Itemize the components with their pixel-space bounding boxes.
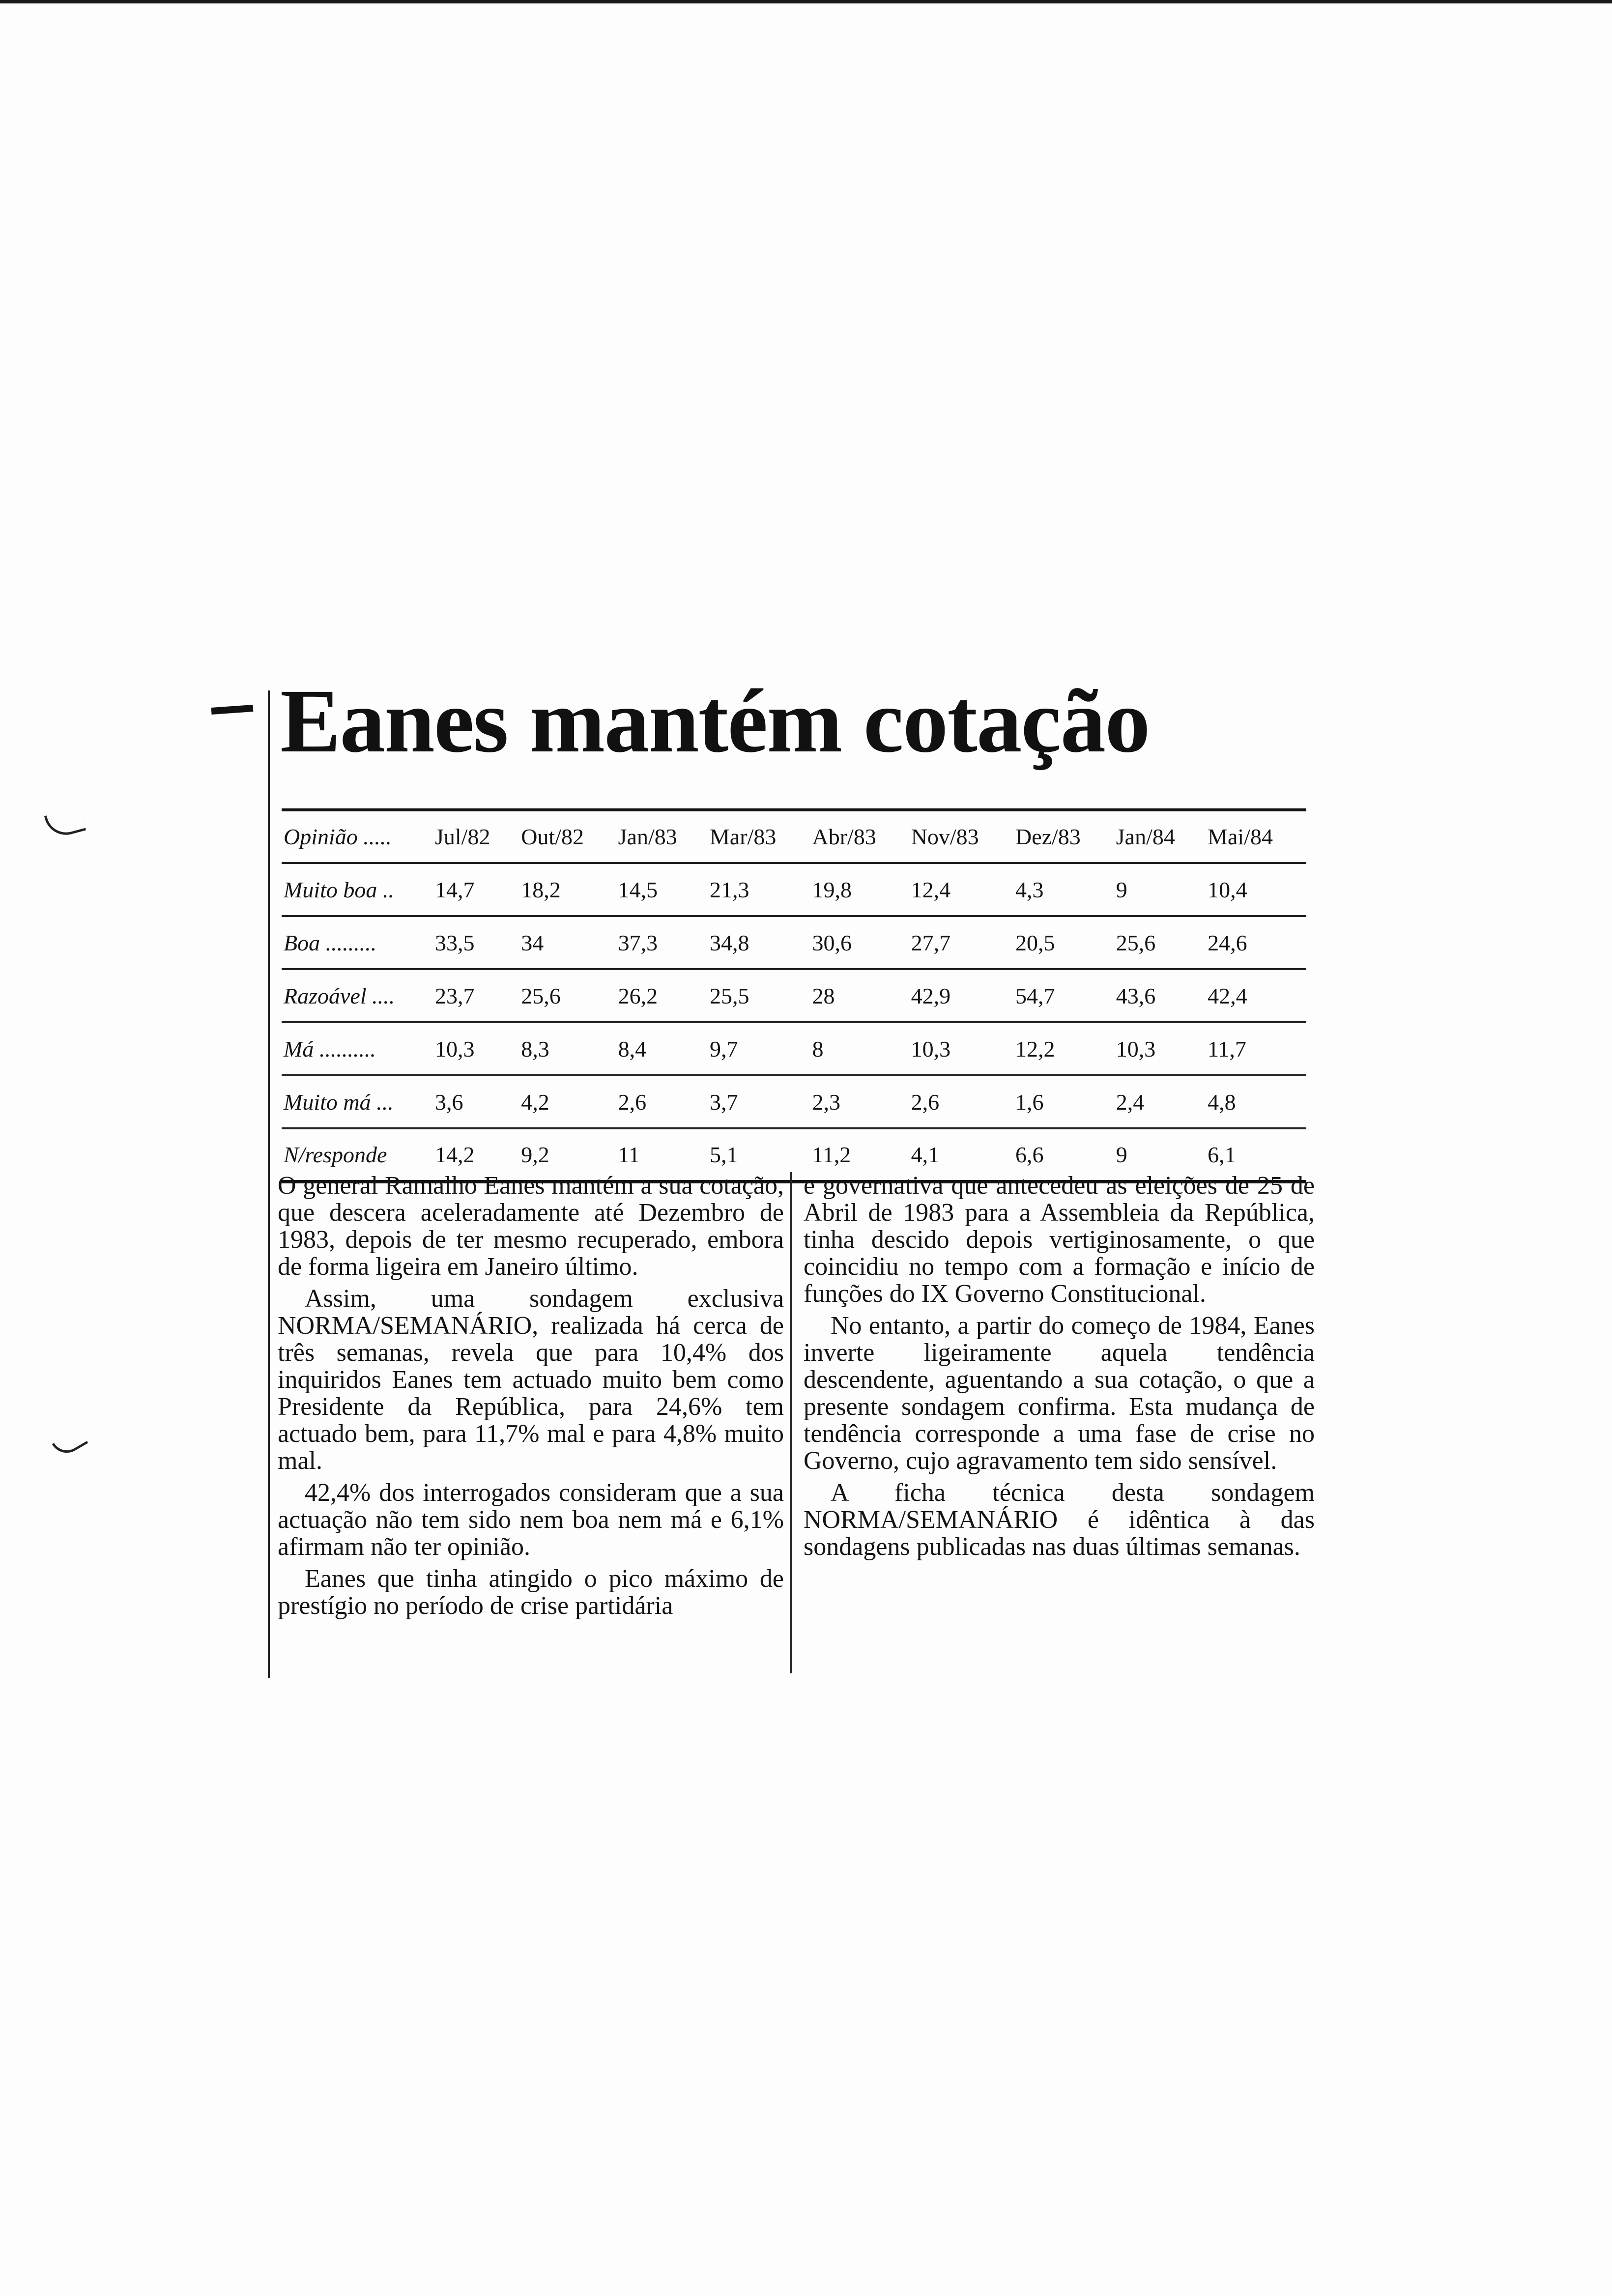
table-cell: 26,2 bbox=[618, 983, 658, 1008]
table-row bbox=[282, 863, 1306, 916]
table-cell: 25,6 bbox=[521, 983, 561, 1008]
table-cell: 10,3 bbox=[1116, 1036, 1156, 1062]
paragraph: e governativa que antecedeu as eleições de 25 de Abril de 1983 para a Assembleia da República, tinha descido depois vertiginosamente, o que coincidiu no tempo com a formação e início de funções do IX Governo Constitucional. bbox=[804, 1172, 1315, 1308]
table-cell: 14,7 bbox=[435, 877, 475, 902]
table-cell: 9 bbox=[1116, 877, 1127, 902]
table-cell: 2,6 bbox=[618, 1089, 647, 1115]
column-header: Jul/82 bbox=[435, 824, 490, 849]
article-right-column bbox=[804, 1172, 1315, 1565]
table-cell: 30,6 bbox=[812, 930, 852, 955]
column-header: Jan/83 bbox=[618, 824, 677, 849]
top-edge-rule bbox=[0, 0, 1612, 3]
table-cell: 6,6 bbox=[1015, 1142, 1044, 1167]
column-divider bbox=[790, 1172, 792, 1673]
table-cell: 8,4 bbox=[618, 1036, 647, 1062]
row-label: Muito boa .. bbox=[284, 877, 394, 902]
column-header: Jan/84 bbox=[1116, 824, 1175, 849]
paragraph: 42,4% dos interrogados consideram que a sua actuação não tem sido nem boa nem má e 6,1% afirmam não ter opinião. bbox=[278, 1479, 784, 1561]
table-cell: 37,3 bbox=[618, 930, 658, 955]
column-header: Dez/83 bbox=[1015, 824, 1081, 849]
column-header: Mar/83 bbox=[709, 824, 777, 849]
table-cell: 18,2 bbox=[521, 877, 561, 902]
table-cell: 24,6 bbox=[1208, 930, 1247, 955]
table-cell: 12,2 bbox=[1015, 1036, 1055, 1062]
row-label: Razoável .... bbox=[284, 983, 395, 1008]
table-cell: 12,4 bbox=[911, 877, 951, 902]
table-cell: 2,4 bbox=[1116, 1089, 1145, 1115]
table-row bbox=[282, 969, 1306, 1022]
table-row bbox=[282, 916, 1306, 969]
table-cell: 54,7 bbox=[1015, 983, 1055, 1008]
column-header: Abr/83 bbox=[812, 824, 876, 849]
table-cell: 25,5 bbox=[709, 983, 749, 1008]
table-cell: 27,7 bbox=[911, 930, 951, 955]
table-cell: 6,1 bbox=[1208, 1142, 1236, 1167]
poll-table bbox=[282, 808, 1306, 1183]
table-cell: 2,3 bbox=[812, 1089, 840, 1115]
table-row bbox=[282, 1022, 1306, 1075]
paragraph: No entanto, a partir do começo de 1984, Eanes inverte ligeiramente aquela tendência descendente, aguentando a sua cotação, o que a presente sondagem confirma. Esta mudança de tendência corresponde a uma fase de crise no Governo, cujo agravamento tem sido sensível. bbox=[804, 1312, 1315, 1475]
table-cell: 20,5 bbox=[1015, 930, 1055, 955]
margin-dash-mark bbox=[211, 705, 254, 715]
table-cell: 42,9 bbox=[911, 983, 951, 1008]
table-cell: 42,4 bbox=[1208, 983, 1247, 1008]
table-cell: 4,3 bbox=[1015, 877, 1044, 902]
column-header: Nov/83 bbox=[911, 824, 979, 849]
table-cell: 11,7 bbox=[1208, 1036, 1246, 1062]
poll-table-header bbox=[282, 810, 1306, 863]
article-left-column bbox=[278, 1172, 784, 1624]
table-cell: 9 bbox=[1116, 1142, 1127, 1167]
table-cell: 21,3 bbox=[709, 877, 749, 902]
clipping-left-rule bbox=[268, 690, 270, 1678]
table-cell: 9,2 bbox=[521, 1142, 549, 1167]
table-cell: 4,8 bbox=[1208, 1089, 1236, 1115]
table-cell: 43,6 bbox=[1116, 983, 1156, 1008]
table-cell: 23,7 bbox=[435, 983, 475, 1008]
table-cell: 4,1 bbox=[911, 1142, 940, 1167]
table-cell: 4,2 bbox=[521, 1089, 549, 1115]
paragraph: Assim, uma sondagem exclusiva NORMA/SEMANÁRIO, realizada há cerca de três semanas, revela que para 10,4% dos inquiridos Eanes tem actuado muito bem como Presidente da República, para 24,6% tem actuado bem, para 11,7% mal e para 4,8% muito mal. bbox=[278, 1285, 784, 1475]
table-cell: 10,3 bbox=[911, 1036, 951, 1062]
table-row bbox=[282, 1075, 1306, 1128]
table-cell: 14,2 bbox=[435, 1142, 475, 1167]
row-label: Má .......... bbox=[284, 1036, 376, 1062]
table-cell: 9,7 bbox=[709, 1036, 738, 1062]
table-cell: 28 bbox=[812, 983, 835, 1008]
column-header: Out/82 bbox=[521, 824, 584, 849]
table-cell: 34,8 bbox=[709, 930, 749, 955]
table-cell: 19,8 bbox=[812, 877, 852, 902]
table-cell: 8,3 bbox=[521, 1036, 549, 1062]
table-cell: 25,6 bbox=[1116, 930, 1156, 955]
column-header: Mai/84 bbox=[1208, 824, 1273, 849]
table-cell: 11 bbox=[618, 1142, 640, 1167]
table-cell: 34 bbox=[521, 930, 544, 955]
paragraph: A ficha técnica desta sondagem NORMA/SEMANÁRIO é idêntica à das sondagens publicadas nas duas últimas semanas. bbox=[804, 1479, 1315, 1561]
table-cell: 8 bbox=[812, 1036, 824, 1062]
table-cell: 10,4 bbox=[1208, 877, 1247, 902]
margin-curve-mark-lower bbox=[52, 1428, 88, 1459]
row-label: Boa ......... bbox=[284, 930, 377, 955]
table-cell: 10,3 bbox=[435, 1036, 475, 1062]
row-label: Muito má ... bbox=[284, 1089, 394, 1115]
table-cell: 3,6 bbox=[435, 1089, 463, 1115]
table-cell: 11,2 bbox=[812, 1142, 851, 1167]
table-cell: 5,1 bbox=[709, 1142, 738, 1167]
paragraph: Eanes que tinha atingido o pico máximo de prestígio no período de crise partidária bbox=[278, 1565, 784, 1620]
column-header-opinion: Opinião ..... bbox=[284, 824, 392, 849]
table-cell: 2,6 bbox=[911, 1089, 940, 1115]
paragraph: O general Ramalho Eanes mantém a sua cotação, que descera aceleradamente até Dezembro de 1983, depois de ter mesmo recuperado, embora de forma ligeira em Janeiro último. bbox=[278, 1172, 784, 1281]
headline: Eanes mantém cotação bbox=[280, 671, 1150, 772]
row-label: N/responde bbox=[284, 1142, 387, 1167]
table-cell: 1,6 bbox=[1015, 1089, 1044, 1115]
table-cell: 33,5 bbox=[435, 930, 475, 955]
table-cell: 3,7 bbox=[709, 1089, 738, 1115]
margin-curve-mark-upper bbox=[44, 806, 86, 840]
newspaper-clipping bbox=[268, 671, 1315, 1708]
table-cell: 14,5 bbox=[618, 877, 658, 902]
